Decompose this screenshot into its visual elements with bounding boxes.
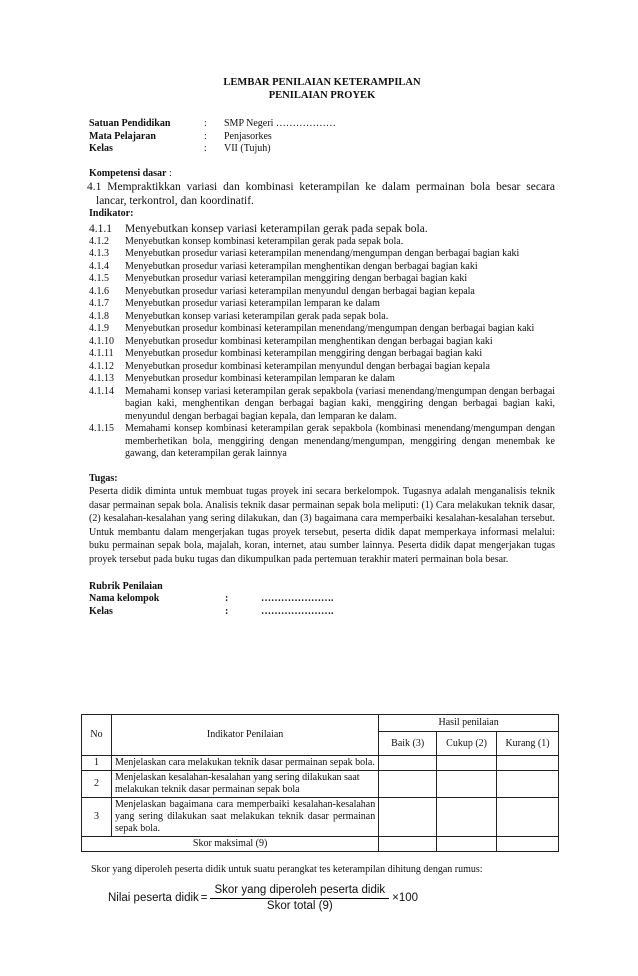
indikator-item bbox=[89, 261, 555, 274]
header-hasil: Hasil penilaian bbox=[379, 715, 559, 732]
formula-numerator: Skor yang diperoleh peserta didik bbox=[210, 884, 389, 899]
document-page bbox=[89, 76, 555, 619]
indikator-number: 4.1.7 bbox=[89, 298, 109, 309]
indikator-item bbox=[89, 236, 555, 249]
row-indikator: Menjelaskan cara melakukan teknik dasar permainan sepak bola. bbox=[111, 756, 378, 771]
indikator-item bbox=[89, 311, 555, 324]
title-line-1: LEMBAR PENILAIAN KETERAMPILAN bbox=[223, 77, 421, 88]
document-title bbox=[89, 76, 555, 102]
info-label: Satuan Pendidikan bbox=[89, 118, 171, 129]
tugas-heading: Tugas: bbox=[89, 472, 118, 484]
header-baik: Baik (3) bbox=[379, 732, 437, 756]
table-row bbox=[82, 771, 559, 798]
info-row-satuan bbox=[89, 118, 555, 131]
info-row-kelas bbox=[89, 143, 555, 156]
cell-total-cukup bbox=[437, 837, 497, 852]
formula-multiplier: ×100 bbox=[392, 891, 419, 904]
info-label: Mata Pelajaran bbox=[89, 130, 156, 142]
rubrik-label: Nama kelompok bbox=[89, 593, 160, 605]
cell-baik bbox=[379, 756, 437, 771]
table-header-row bbox=[82, 715, 559, 732]
indikator-number: 4.1.8 bbox=[89, 310, 109, 322]
table-row bbox=[82, 798, 559, 837]
indikator-text: Menyebutkan prosedur kombinasi keterampilan lemparan ke dalam bbox=[125, 373, 395, 384]
indikator-number: 4.1.4 bbox=[89, 260, 109, 272]
kompetensi-heading bbox=[89, 168, 555, 181]
indikator-text: Memahami konsep kombinasi keterampilan gerak sepakbola (kombinasi menendang/mengumpan dengan memberhetikan bola, menggiring dengan menendang/mengumpan, menggiring dengan menembak ke gawang, dan keterampilan gerak lainnya bbox=[125, 423, 555, 459]
indikator-number: 4.1.14 bbox=[89, 385, 114, 397]
indikator-item bbox=[89, 323, 555, 336]
row-number: 2 bbox=[82, 771, 112, 798]
identity-block bbox=[89, 118, 555, 156]
indikator-item bbox=[89, 298, 555, 311]
kompetensi-colon: : bbox=[166, 167, 172, 179]
indikator-item bbox=[89, 273, 555, 286]
total-label: Skor maksimal (9) bbox=[82, 837, 379, 852]
rubrik-label: Kelas bbox=[89, 606, 113, 618]
info-colon: : bbox=[204, 130, 207, 142]
cell-cukup bbox=[437, 756, 497, 771]
indikator-number: 4.1.11 bbox=[89, 348, 114, 359]
indikator-text: Menyebutkan prosedur kombinasi keterampilan menghentikan dengan berbagai bagian kaki bbox=[125, 335, 493, 347]
indikator-heading: Indikator: bbox=[89, 208, 134, 219]
header-kurang: Kurang (1) bbox=[497, 732, 559, 756]
cell-cukup bbox=[437, 771, 497, 798]
info-label: Kelas bbox=[89, 143, 113, 154]
indikator-text: Menyebutkan prosedur variasi keterampilan lemparan ke dalam bbox=[125, 298, 380, 309]
rubrik-value: …………………. bbox=[261, 606, 334, 618]
table-row bbox=[82, 756, 559, 771]
indikator-item bbox=[89, 373, 555, 386]
rubrik-colon: : bbox=[225, 593, 229, 605]
row-number: 3 bbox=[82, 798, 112, 837]
info-row-mapel bbox=[89, 131, 555, 144]
info-colon: : bbox=[204, 143, 207, 154]
indikator-number: 4.1.3 bbox=[89, 248, 109, 259]
indikator-text: Menyebutkan prosedur kombinasi keterampilan menggiring dengan berbagai bagian kaki bbox=[125, 348, 483, 359]
row-indikator: Menjelaskan bagaimana cara memperbaiki kesalahan-kesalahan yang sering dilakukan saat melakukan teknik dasar permainan sepak bola. bbox=[111, 798, 378, 837]
cell-baik bbox=[379, 798, 437, 837]
rubrik-row-kelas bbox=[89, 606, 555, 619]
row-number: 1 bbox=[82, 756, 112, 771]
formula-equals: = bbox=[200, 891, 208, 904]
indikator-number: 4.1.10 bbox=[89, 335, 114, 347]
indikator-number: 4.1.9 bbox=[89, 323, 109, 334]
cell-total-baik bbox=[379, 837, 437, 852]
indikator-item bbox=[89, 361, 555, 374]
formula-fraction bbox=[210, 884, 389, 912]
indikator-text: Menyebutkan konsep variasi keterampilan gerak pada sepak bola. bbox=[125, 310, 389, 322]
indikator-list bbox=[89, 236, 555, 461]
indikator-number: 4.1.5 bbox=[89, 273, 109, 284]
kompetensi-text: 4.1 Mempraktikkan variasi dan kombinasi keterampilan ke dalam permainan bola besar secara lancar, terkontrol, dan koordinatif. bbox=[87, 181, 555, 207]
score-formula bbox=[108, 884, 418, 912]
cell-cukup bbox=[437, 798, 497, 837]
formula-lhs: Nilai peserta didik bbox=[108, 891, 199, 904]
indikator-number: 4.1.13 bbox=[89, 373, 114, 384]
info-value: VII (Tujuh) bbox=[224, 143, 271, 154]
header-no: No bbox=[82, 715, 112, 756]
indikator-text: Menyebutkan prosedur variasi keterampilan menggiring dengan berbagai bagian kaki bbox=[125, 273, 468, 284]
indikator-item bbox=[89, 248, 555, 261]
indikator-item bbox=[89, 222, 555, 236]
rubrik-row-nama bbox=[89, 593, 555, 606]
indikator-item bbox=[89, 286, 555, 299]
indikator-text: Menyebutkan prosedur variasi keterampilan menghentikan dengan berbagai bagian kaki bbox=[125, 260, 478, 272]
indikator-item bbox=[89, 336, 555, 349]
indikator-text: Menyebutkan prosedur kombinasi keterampilan menendang/mengumpan dengan berbagai bagian kaki bbox=[125, 323, 535, 334]
indikator-item bbox=[89, 386, 555, 424]
cell-total-kurang bbox=[497, 837, 559, 852]
info-colon: : bbox=[204, 118, 207, 129]
rubrik-value: …………………. bbox=[261, 593, 334, 605]
indikator-number: 4.1.6 bbox=[89, 285, 109, 297]
rubrik-heading: Rubrik Penilaian bbox=[89, 580, 163, 592]
indikator-number: 4.1.2 bbox=[89, 235, 109, 247]
header-indikator: Indikator Penilaian bbox=[111, 715, 378, 756]
header-cukup: Cukup (2) bbox=[437, 732, 497, 756]
tugas-text: Peserta didik diminta untuk membuat tugas proyek ini secara berkelompok. Tugasnya adalah menganalisis teknik dasar permainan sepak bola. Analisis teknik dasar permainan sepak bola meliputi: (1) Cara melakukan teknik dasar, (2) kesalahan-kesalahan yang sering dilakukan, dan (3) bagaimana cara memperbaiki kesalahan-kesalahan tersebut. Untuk membantu dalam mengerjakan tugas proyek tersebut, peserta didik dapat memperkaya informasi melalui: buku permainan sepak bola, majalah, koran, internet, atau sumber lainnya. Peserta didik dapat mengerjakan tugas proyek tersebut pada buku tugas dan dikumpulkan pada pertemuan terakhir materi permainan bola besar. bbox=[89, 486, 555, 565]
indikator-number: 4.1.15 bbox=[89, 423, 114, 434]
formula-denominator: Skor total (9) bbox=[266, 899, 333, 912]
rubrik-block bbox=[89, 581, 555, 620]
indikator-text: Memahami konsep variasi keterampilan gerak sepakbola (variasi menendang/mengumpan dengan berbagai bagian kaki, menghentikan dengan berbagai bagian kaki, menggiring dengan berbagai bagian kaki, menyundul dengan berbagai bagian kepala, dan lemparan ke dalam. bbox=[125, 385, 555, 422]
row-indikator: Menjelaskan kesalahan-kesalahan yang sering dilakukan saat melakukan teknik dasar permainan sepak bola bbox=[111, 771, 378, 798]
cell-baik bbox=[379, 771, 437, 798]
rubric-table bbox=[81, 714, 559, 852]
cell-kurang bbox=[497, 798, 559, 837]
kompetensi-label: Kompetensi dasar bbox=[89, 167, 167, 179]
indikator-text: Menyebutkan konsep variasi keterampilan gerak pada sepak bola. bbox=[125, 222, 428, 235]
title-line-2: PENILAIAN PROYEK bbox=[268, 90, 376, 101]
indikator-text: Menyebutkan konsep kombinasi keterampilan gerak pada sepak bola. bbox=[125, 235, 404, 247]
indikator-number: 4.1.1 bbox=[89, 222, 112, 235]
indikator-text: Menyebutkan prosedur variasi keterampilan menyundul dengan berbagai bagian kepala bbox=[125, 285, 475, 297]
indikator-item bbox=[89, 348, 555, 361]
cell-kurang bbox=[497, 756, 559, 771]
indikator-number: 4.1.12 bbox=[89, 360, 114, 372]
footer-note: Skor yang diperoleh peserta didik untuk suatu perangkat tes keterampilan dihitung dengan rumus: bbox=[91, 864, 483, 875]
indikator-item bbox=[89, 423, 555, 461]
info-value: SMP Negeri ……………… bbox=[224, 118, 336, 129]
indikator-text: Menyebutkan prosedur variasi keterampilan menendang/mengumpan dengan berbagai bagian kaki bbox=[125, 248, 520, 259]
info-value: Penjasorkes bbox=[224, 130, 272, 142]
table-total-row bbox=[82, 837, 559, 852]
rubrik-colon: : bbox=[225, 606, 229, 618]
indikator-text: Menyebutkan prosedur kombinasi keterampilan menyundul dengan berbagai bagian kepala bbox=[125, 360, 490, 372]
cell-kurang bbox=[497, 771, 559, 798]
